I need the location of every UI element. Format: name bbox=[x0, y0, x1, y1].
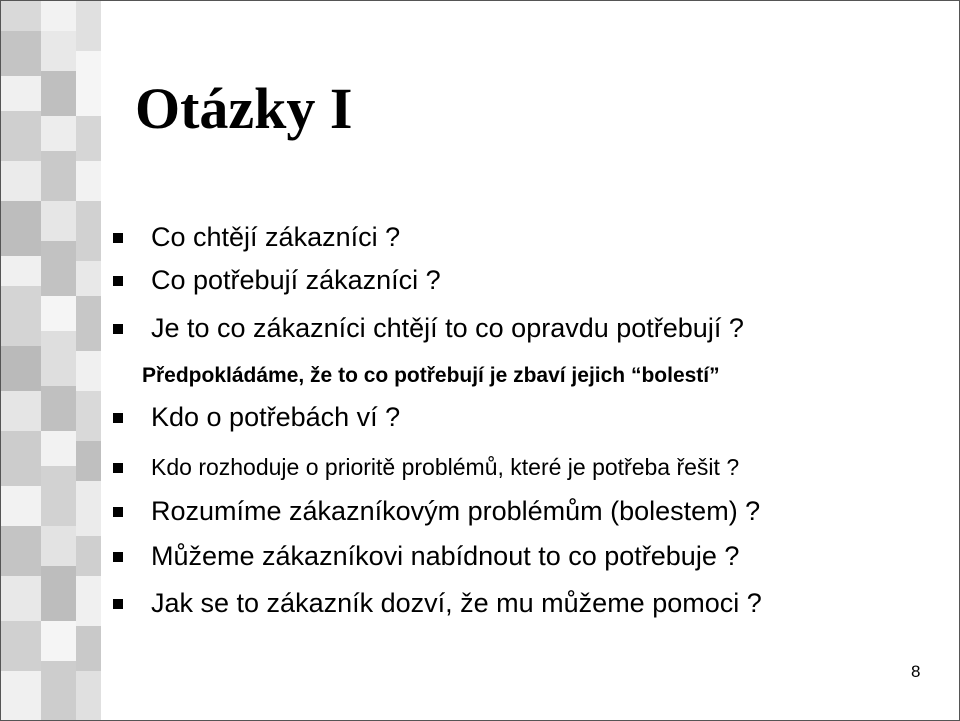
square-bullet-icon bbox=[113, 276, 123, 286]
square-bullet-icon bbox=[113, 552, 123, 562]
square-bullet-icon bbox=[113, 233, 123, 243]
square-bullet-icon bbox=[113, 507, 123, 517]
bullet-text: Rozumíme zákazníkovým problémům (bolestem) ? bbox=[151, 496, 761, 526]
square-bullet-icon bbox=[113, 324, 123, 334]
bullet-text: Co potřebují zákazníci ? bbox=[151, 265, 441, 295]
bullet-text: Kdo rozhoduje o prioritě problémů, které je potřeba řešit ? bbox=[151, 454, 740, 480]
subnote-text: Předpokládáme, že to co potřebují je zbaví jejich “bolestí” bbox=[142, 364, 720, 387]
bullet-text: Co chtějí zákazníci ? bbox=[151, 222, 401, 252]
bullet-text: Jak se to zákazník dozví, že mu můžeme pomoci ? bbox=[151, 588, 762, 618]
bullet-text: Je to co zákazníci chtějí to co opravdu potřebují ? bbox=[151, 313, 744, 343]
bullet-text: Kdo o potřebách ví ? bbox=[151, 402, 401, 432]
square-bullet-icon bbox=[113, 599, 123, 609]
slide-title: Otázky I bbox=[135, 76, 353, 141]
bullet-text: Můžeme zákazníkovi nabídnout to co potřebuje ? bbox=[151, 541, 740, 571]
square-bullet-icon bbox=[113, 463, 123, 473]
square-bullet-icon bbox=[113, 413, 123, 423]
page-number: 8 bbox=[911, 662, 921, 681]
